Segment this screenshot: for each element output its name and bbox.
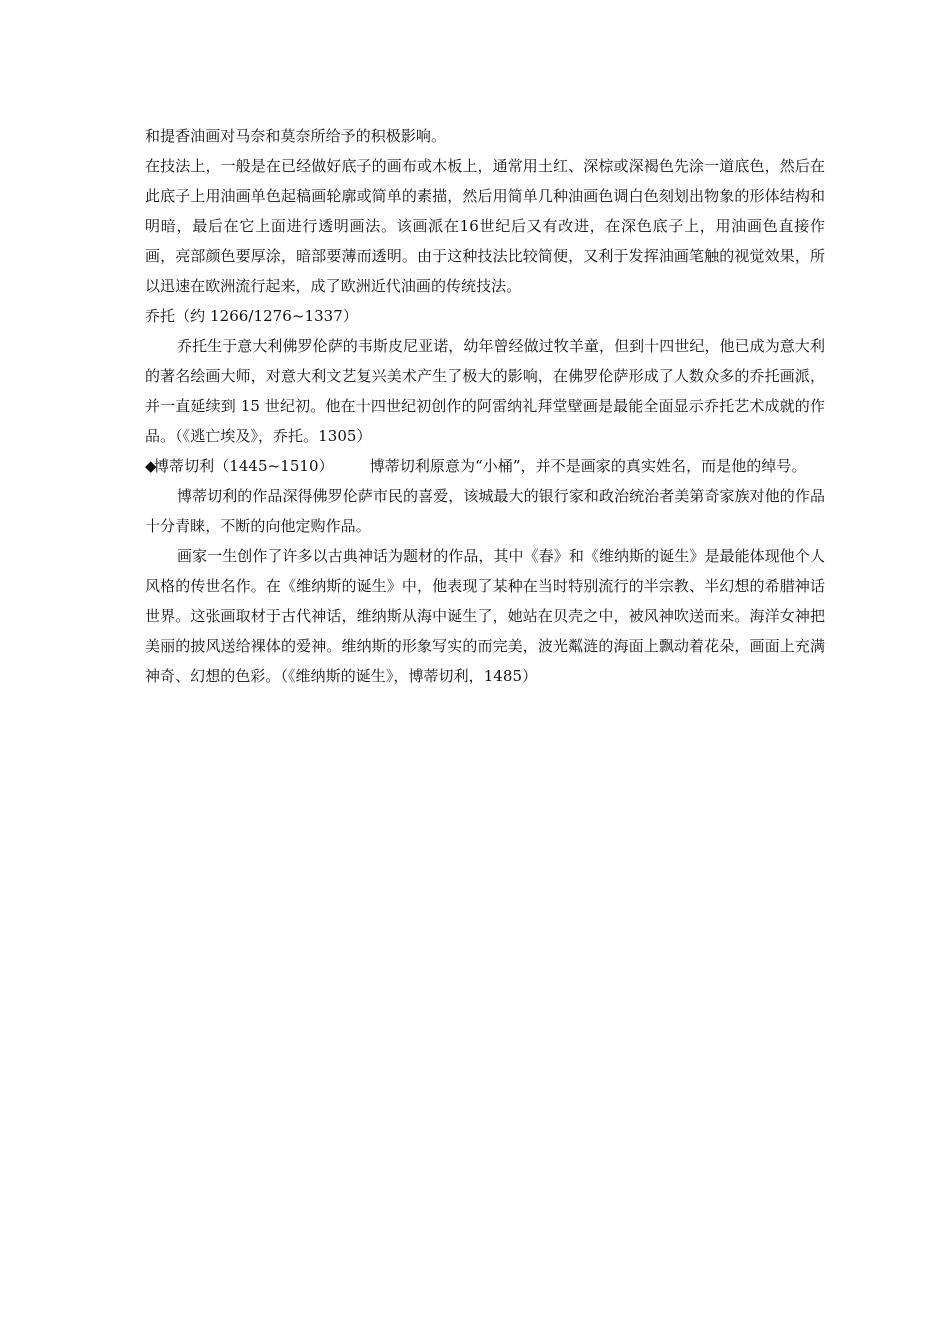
paragraph-botticelli-intro bbox=[145, 451, 825, 481]
paragraph-technique: 在技法上，一般是在已经做好底子的画布或木板上，通常用土红、深棕或深褐色先涂一道底色，然后在此底子上用油画单色起稿画轮廓或简单的素描，然后用简单几种油画色调白色刻划出物象的形体结构和明暗，最后在它上面进行透明画法。该画派在16世纪后又有改进，在深色底子上，用油画色直接作画，亮部颜色要厚涂，暗部要薄而透明。由于这种技法比较简便，又利于发挥油画笔触的视觉效果，所以迅速在欧洲流行起来，成了欧洲近代油画的传统技法。 bbox=[145, 157, 825, 295]
diamond-bullet-icon: ◆ bbox=[145, 457, 157, 475]
botticelli-nickname-text: 博蒂切利原意为“小桶”，并不是画家的真实姓名，而是他的绰号。 bbox=[369, 457, 807, 475]
heading-giotto: 乔托（约 1266/1276~1337） bbox=[145, 307, 358, 325]
paragraph-botticelli-patrons: 博蒂切利的作品深得佛罗伦萨市民的喜爱，该城最大的银行家和政治统治者美第奇家族对他的作品十分青睐，不断的向他定购作品。 bbox=[145, 487, 825, 535]
paragraph-titian-influence: 和提香油画对马奈和莫奈所给予的积极影响。 bbox=[145, 127, 447, 145]
heading-botticelli: 博蒂切利（1445~1510） bbox=[154, 457, 334, 475]
paragraph-botticelli-works: 画家一生创作了许多以古典神话为题材的作品，其中《春》和《维纳斯的诞生》是最能体现他个人风格的传世名作。在《维纳斯的诞生》中，他表现了某种在当时特别流行的半宗教、半幻想的希腊神话世界。这张画取材于古代神话，维纳斯从海中诞生了，她站在贝壳之中，被风神吹送而来。海洋女神把美丽的披风送给裸体的爱神。维纳斯的形象写实的而完美，波光粼涟的海面上飘动着花朵，画面上充满神奇、幻想的色彩。（《维纳斯的诞生》，博蒂切利，1485） bbox=[145, 547, 825, 685]
paragraph-giotto: 乔托生于意大利佛罗伦萨的韦斯皮尼亚诺，幼年曾经做过牧羊童，但到十四世纪，他已成为意大利的著名绘画大师，对意大利文艺复兴美术产生了极大的影响，在佛罗伦萨形成了人数众多的乔托画派，并一直延续到 15 世纪初。他在十四世纪初创作的阿雷纳礼拜堂壁画是最能全面显示乔托艺术成就的作品。（《逃亡埃及》，乔托。1305） bbox=[145, 337, 825, 445]
document-body bbox=[145, 121, 825, 691]
